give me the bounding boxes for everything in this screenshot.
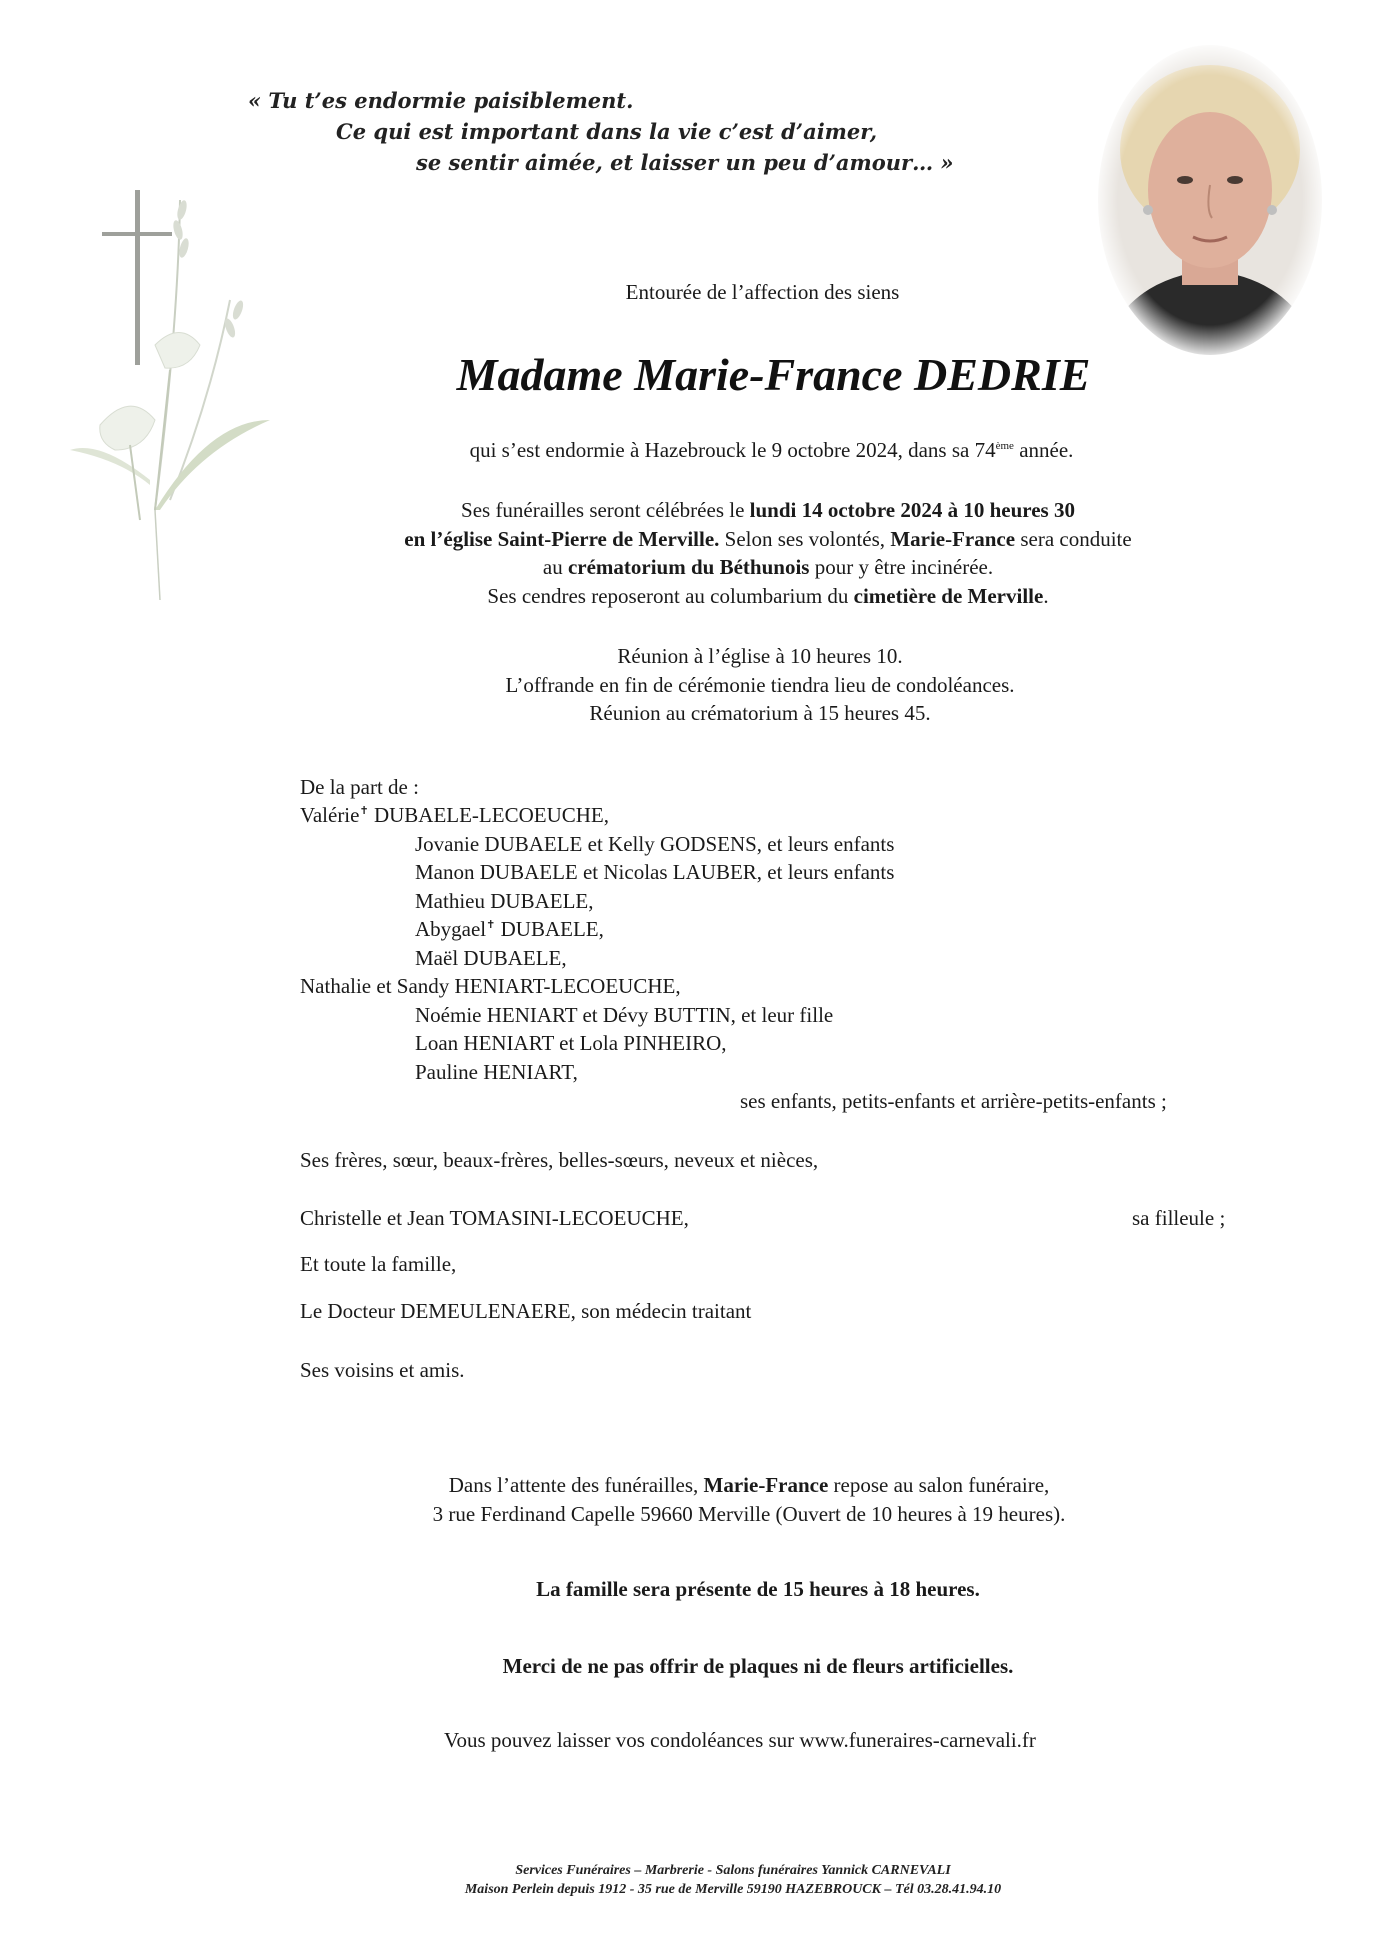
family-mathieu: Mathieu DUBAELE,: [415, 889, 594, 913]
condolences-notice: Vous pouvez laisser vos condoléances sur www.funeraires-carnevali.fr: [444, 1728, 1036, 1752]
death-announcement: qui s’est endormie à Hazebrouck le 9 octobre 2024, dans sa 74ème année.: [469, 438, 1074, 462]
deceased-name: Madame Marie-France DEDRIE: [456, 349, 1091, 400]
family-filleule: sa filleule ;: [1132, 1206, 1226, 1230]
family-christelle: Christelle et Jean TOMASINI-LECOEUCHE,: [300, 1206, 689, 1230]
family-nathalie: Nathalie et Sandy HENIART-LECOEUCHE,: [300, 974, 681, 998]
no-flowers-notice: Merci de ne pas offrir de plaques ni de fleurs artificielles.: [502, 1654, 1014, 1678]
family-jovanie: Jovanie DUBAELE et Kelly GODSENS, et leurs enfants: [415, 832, 895, 856]
family-manon: Manon DUBAELE et Nicolas LAUBER, et leurs enfants: [415, 860, 895, 884]
footer-line-1: Services Funéraires – Marbrerie - Salons funéraires Yannick CARNEVALI: [515, 1863, 951, 1878]
family-valerie: Valérie✝ DUBAELE-LECOEUCHE,: [300, 803, 609, 827]
quote-line-1: « Tu t’es endormie paisiblement.: [248, 88, 634, 113]
quote-line-2: Ce qui est important dans la vie c’est d’aimer,: [336, 119, 878, 144]
portrait-photo: [1090, 40, 1330, 360]
intro-text: Entourée de l’affection des siens: [625, 280, 900, 304]
meeting-details: Réunion à l’église à 10 heures 10. L’offrande en fin de cérémonie tiendra lieu de condoléances. Réunion au crématorium à 15 heures 45.: [505, 644, 1015, 725]
family-children: ses enfants, petits-enfants et arrière-petits-enfants ;: [740, 1089, 1167, 1113]
family-abygael: Abygael✝ DUBAELE,: [415, 917, 604, 941]
family-pauline: Pauline HENIART,: [415, 1060, 578, 1084]
family-from: De la part de :: [300, 775, 419, 799]
rest-location: Dans l’attente des funérailles, Marie-France repose au salon funéraire, 3 rue Ferdinand Capelle 59660 Merville (Ouvert de 10 heures à 19 heures).: [432, 1473, 1066, 1526]
family-loan: Loan HENIART et Lola PINHEIRO,: [415, 1031, 727, 1055]
family-noemie: Noémie HENIART et Dévy BUTTIN, et leur fille: [415, 1003, 834, 1027]
funeral-details: Ses funérailles seront célébrées le lundi 14 octobre 2024 à 10 heures 30 en l’église Saint-Pierre de Merville. Selon ses volontés, Marie-France sera conduite au crématorium du Béthunois pour y être incinérée. Ses cendres reposeront au columbarium du cimetière de Merville.: [404, 498, 1132, 608]
family-doctor: Le Docteur DEMEULENAERE, son médecin traitant: [300, 1299, 752, 1323]
family-presence: La famille sera présente de 15 heures à 18 heures.: [536, 1577, 980, 1601]
family-mael: Maël DUBAELE,: [415, 946, 567, 970]
family-siblings: Ses frères, sœur, beaux-frères, belles-sœurs, neveux et nièces,: [300, 1148, 819, 1172]
footer-line-2: Maison Perlein depuis 1912 - 35 rue de Merville 59190 HAZEBROUCK – Tél 03.28.41.94.10: [464, 1882, 1002, 1897]
family-neighbors: Ses voisins et amis.: [300, 1358, 465, 1382]
family-all: Et toute la famille,: [300, 1252, 457, 1276]
quote-line-3: se sentir aimée, et laisser un peu d’amour… »: [416, 150, 954, 175]
